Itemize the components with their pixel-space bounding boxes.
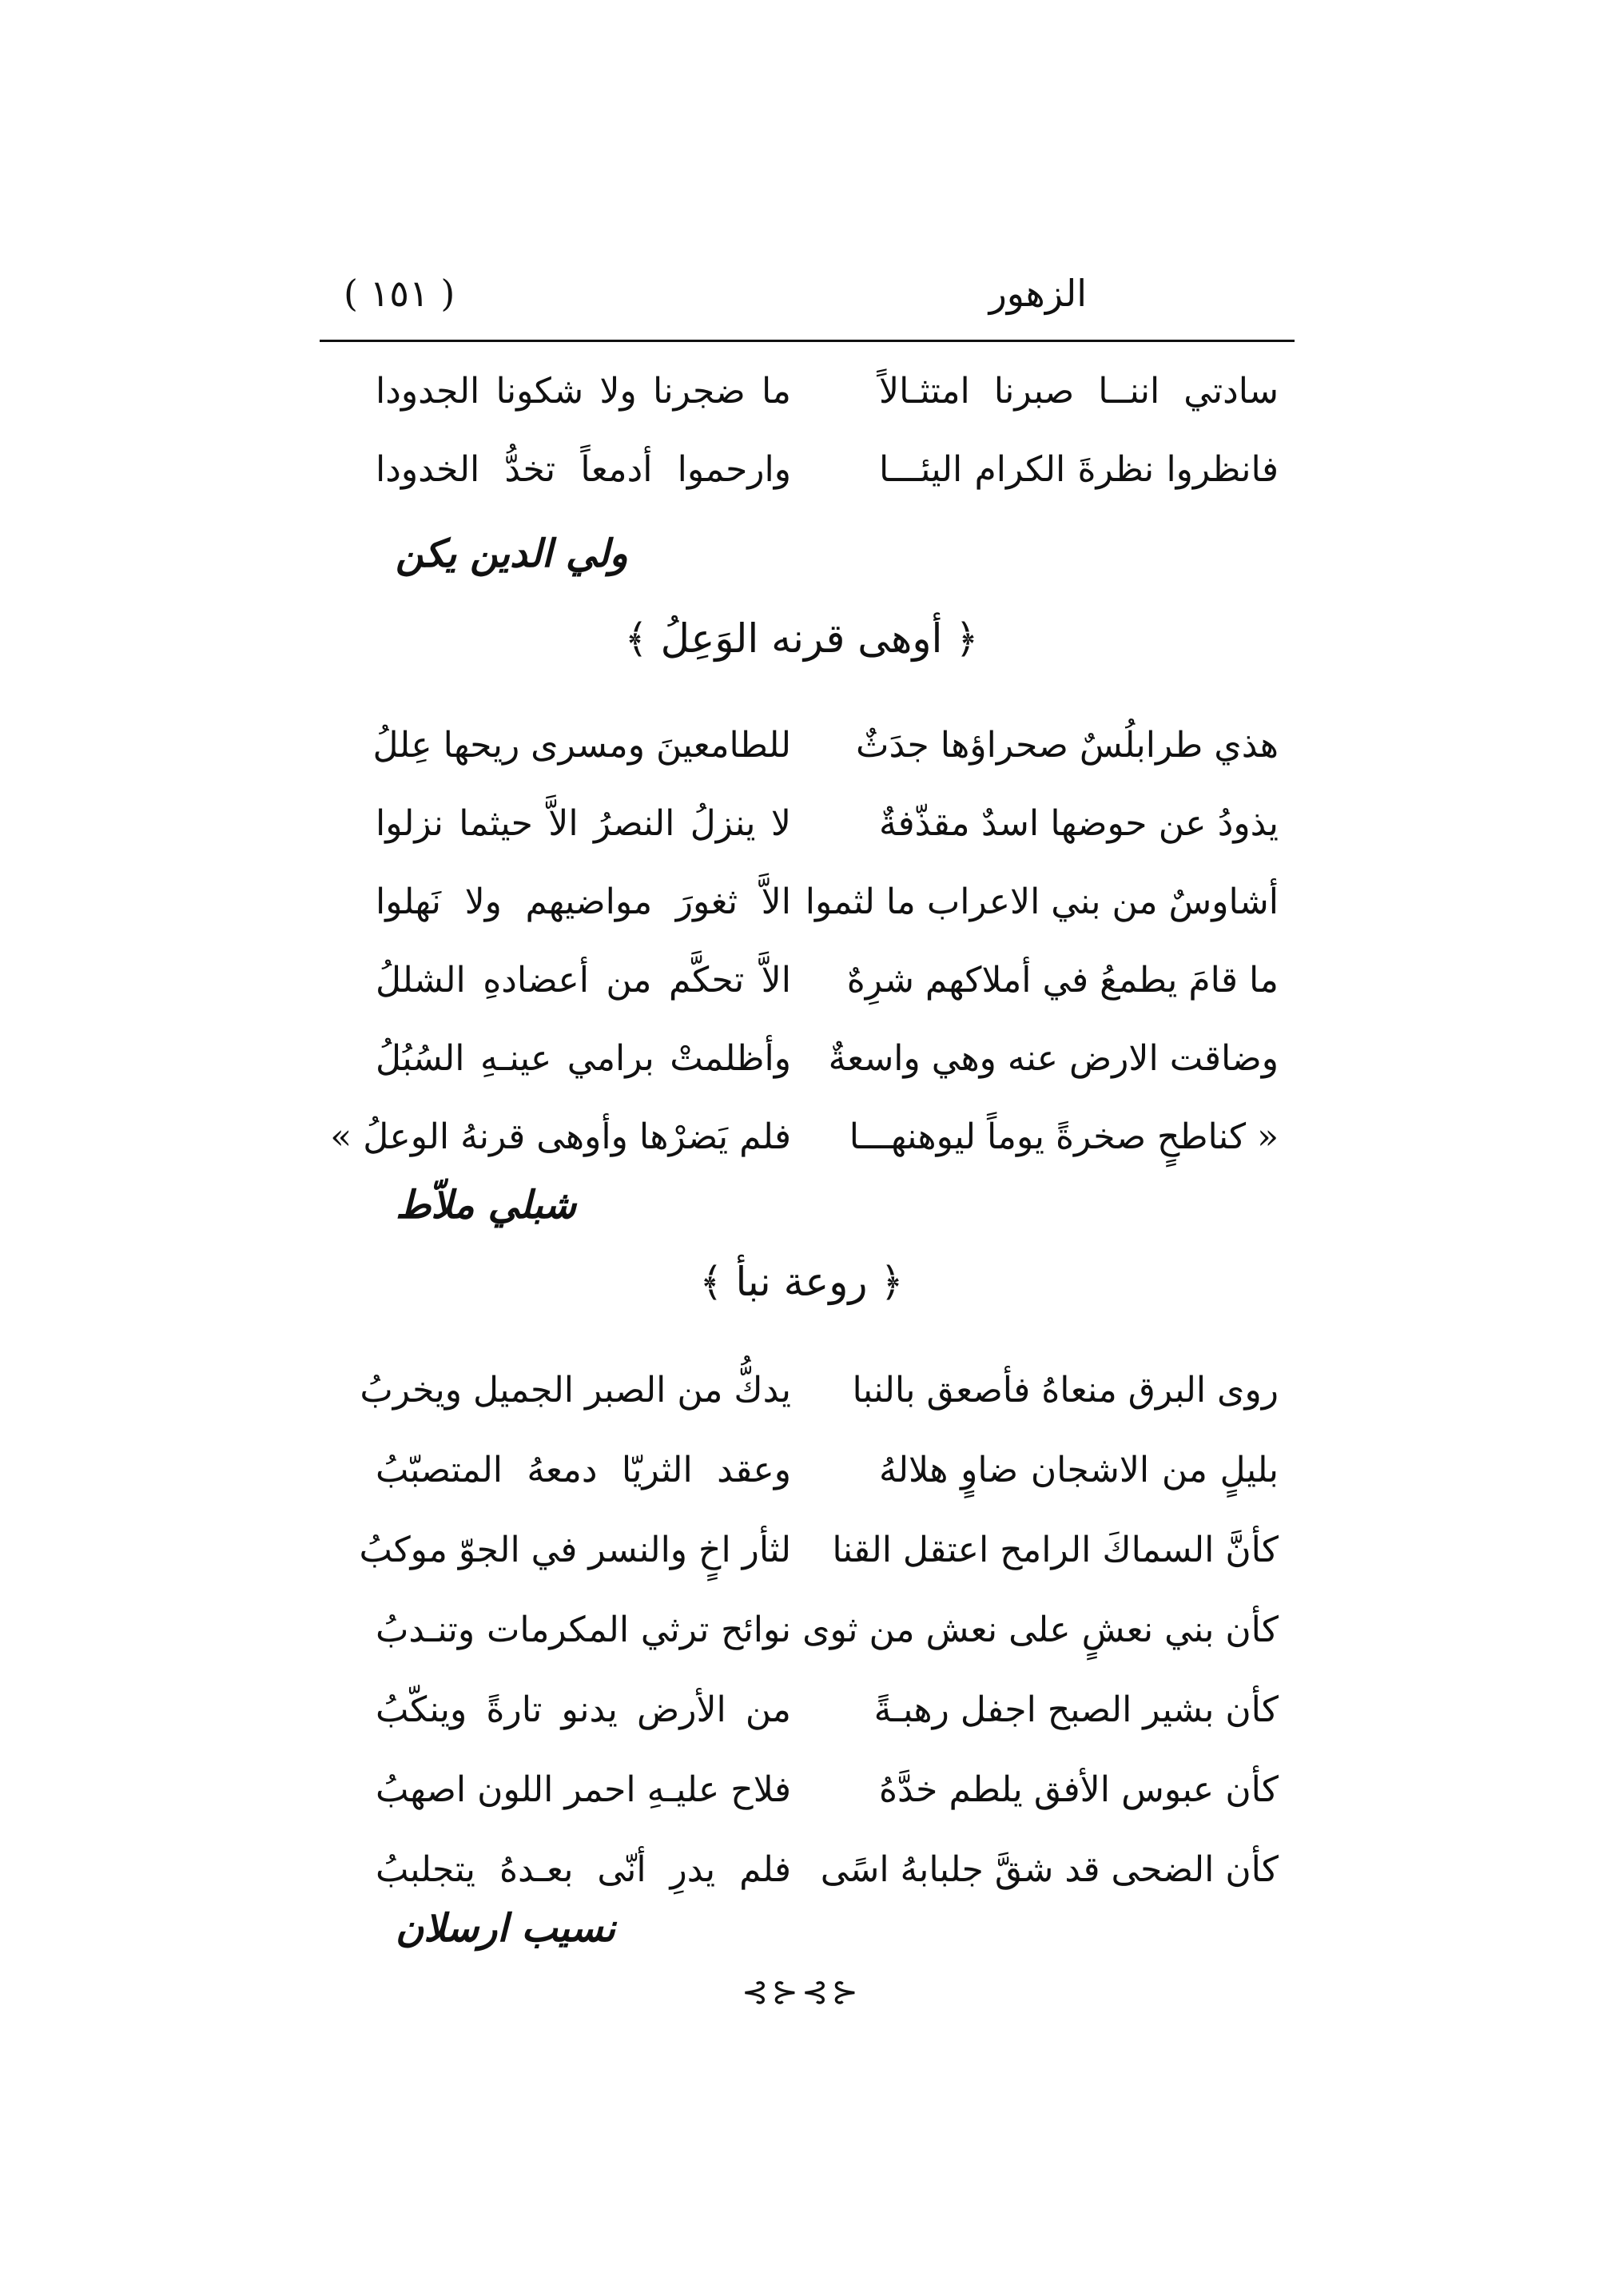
verse-line (376, 1031, 1279, 1087)
verse-line (376, 953, 1279, 1009)
verse-first-hemistich: كأنَّ السماكَ الرامح اعتقل القنا (832, 1530, 1279, 1570)
verse-line (376, 1442, 1279, 1498)
verse-second-hemistich: لثأر اخٍ والنسر في الجوّ موكبُ (359, 1530, 791, 1570)
poem-title: ﴿ أوهى قرنه الوَعِلُ ﴾ (624, 615, 979, 662)
verse-line (376, 1682, 1279, 1738)
verse-first-hemistich: كأن بني نعشٍ على نعش من ثوى (802, 1610, 1279, 1650)
verse-first-hemistich: « كناطحٍ صخرةً يوماً ليوهنهـــا (849, 1116, 1279, 1157)
verse-first-hemistich: كأن عبوس الأفق يلطم خدَّهُ (879, 1769, 1279, 1810)
verse-first-hemistich: روى البرق منعاهُ فأصعق بالنبا (852, 1370, 1279, 1411)
verse-second-hemistich: لا ينزلُ النصرُ الاَّ حيثما نزلوا (376, 803, 791, 844)
verse-first-hemistich: هذي طرابلُسٌ صحراؤها جدَثٌ (856, 725, 1279, 766)
verse-second-hemistich: للطامعينَ ومسرى ريحها عِللُ (372, 725, 791, 766)
verse-first-hemistich: سادتي اننــا صبرنا امتثـالاً (879, 371, 1279, 412)
verse-first-hemistich: وضاقت الارض عنه وهي واسعةٌ (828, 1038, 1279, 1079)
verse-first-hemistich: فانظروا نظرةَ الكرام اليئـــا (879, 449, 1279, 490)
verse-line (376, 1602, 1279, 1658)
verse-line (376, 442, 1279, 498)
verse-second-hemistich: وارحموا أدمعاً تخدُّ الخدودا (376, 449, 791, 490)
verse-first-hemistich: كأن الضحى قد شقَّ جلبابهُ اسًى (820, 1849, 1279, 1890)
poem-title: ﴿ روعة نبأ ﴾ (699, 1259, 904, 1305)
verse-second-hemistich: فلم يدرِ أنّى بعـدهُ يتجلببُ (376, 1849, 791, 1890)
running-title: الزهور (988, 272, 1087, 315)
verse-second-hemistich: فلم يَضرْها وأوهى قرنهُ الوعلُ » (330, 1116, 791, 1157)
verse-first-hemistich: أشاوسٌ من بني الاعراب ما لثموا (805, 881, 1279, 922)
verse-second-hemistich: يدكُّ من الصبر الجميل ويخربُ (360, 1370, 791, 1411)
verse-second-hemistich: وعقد الثريّا دمعهُ المتصبّبُ (376, 1450, 791, 1490)
verse-line (372, 718, 1279, 774)
verse-line (330, 1109, 1279, 1165)
verse-second-hemistich: فلاح عليـهِ احمر اللون اصهبُ (376, 1769, 791, 1810)
verse-line (376, 364, 1279, 420)
poet-signature: شبلي ملاّط (396, 1183, 577, 1228)
verse-line (376, 874, 1279, 930)
verse-first-hemistich: ما قامَ يطمعُ في أملاكهم شرِهٌ (846, 960, 1279, 1001)
verse-line (359, 1522, 1279, 1578)
verse-line (360, 1363, 1279, 1419)
header-rule (320, 340, 1295, 342)
verse-first-hemistich: كأن بشير الصبح اجفل رهبـةً (873, 1689, 1279, 1730)
poet-signature: ولي الدين يكن (396, 531, 628, 576)
verse-line (376, 1842, 1279, 1898)
verse-second-hemistich: الاَّ ثغورَ مواضيهم ولا نَهلوا (376, 881, 791, 922)
verse-second-hemistich: وأظلمتْ برامي عينـهِ السُبُلُ (376, 1038, 791, 1079)
verse-second-hemistich: نوائح ترثي المكرمات وتنـدبُ (376, 1610, 791, 1650)
page-header (320, 272, 1295, 344)
verse-first-hemistich: بليلٍ من الاشجان ضاوٍ هلالهُ (879, 1450, 1279, 1490)
page-number: ( ١٥١ ) (344, 272, 455, 315)
verse-line (376, 796, 1279, 852)
verse-second-hemistich: ما ضجرنا ولا شكونا الجدودا (376, 371, 791, 412)
verse-line (376, 1762, 1279, 1818)
verse-second-hemistich: الاَّ تحكَّم من أعضادهِ الشللُ (376, 960, 791, 1001)
verse-first-hemistich: يذودُ عن حوضها اسدٌ مقذّفةٌ (879, 803, 1279, 844)
poet-signature: نسيب ارسلان (396, 1906, 616, 1951)
end-ornament: ⊰⊱⊰⊱ (741, 1974, 862, 2011)
verse-second-hemistich: من الأرض يدنو تارةً وينكّبُ (376, 1689, 791, 1730)
